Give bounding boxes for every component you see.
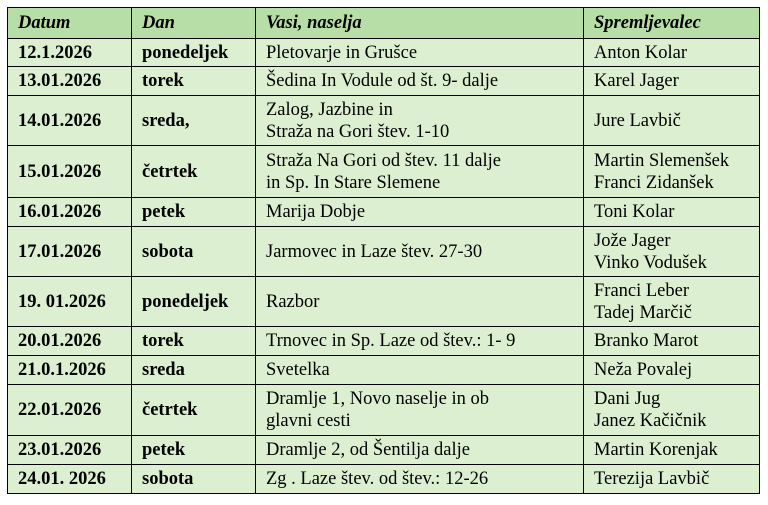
- escort-name: Martin Slemenšek: [594, 150, 730, 171]
- escort-name: Franci Leber: [594, 280, 690, 301]
- cell-day: petek: [132, 436, 256, 465]
- villages-line: Marija Dobje: [266, 202, 366, 222]
- cell-escort: [584, 327, 760, 356]
- cell-day: sobota: [132, 465, 256, 494]
- cell-escort: [584, 198, 760, 227]
- cell-date: 16.01.2026: [8, 198, 132, 227]
- cell-villages: [256, 327, 584, 356]
- villages-line: Pletovarje in Grušce: [266, 42, 418, 63]
- villages-line: in Sp. In Stare Slemene: [266, 172, 441, 193]
- cell-villages: [256, 277, 584, 327]
- villages-line: Trnovec in Sp. Laze od štev.: 1- 9: [266, 331, 516, 351]
- escort-name: Dani Jug: [594, 389, 661, 409]
- table-row: [8, 39, 760, 67]
- cell-date: 19. 01.2026: [8, 277, 132, 327]
- table-row: [8, 465, 760, 494]
- escort-name: Toni Kolar: [594, 202, 675, 222]
- cell-date: 24.01. 2026: [8, 465, 132, 494]
- table-row: [8, 277, 760, 327]
- escort-name: Martin Korenjak: [594, 440, 718, 460]
- escort-name: Janez Kačičnik: [594, 411, 707, 431]
- escort-name: Terezija Lavbič: [594, 469, 710, 489]
- cell-escort: [584, 436, 760, 465]
- escort-name: Anton Kolar: [594, 42, 687, 63]
- table-row: [8, 385, 760, 436]
- villages-line: Zg . Laze štev. od štev.: 12-26: [266, 469, 489, 489]
- escort-name: Tadej Marčič: [594, 302, 692, 323]
- table-row: [8, 96, 760, 146]
- table-row: [8, 327, 760, 356]
- cell-escort: [584, 277, 760, 327]
- escort-name: Branko Marot: [594, 331, 699, 351]
- cell-day: torek: [132, 327, 256, 356]
- cell-villages: [256, 356, 584, 385]
- cell-day: torek: [132, 67, 256, 96]
- escort-name: Karel Jager: [594, 71, 679, 91]
- villages-line: Zalog, Jazbine in: [266, 99, 393, 120]
- cell-day: sobota: [132, 227, 256, 277]
- villages-line: Dramlje 2, od Šentilja dalje: [266, 440, 470, 460]
- cell-day: ponedeljek: [132, 277, 256, 327]
- cell-date: 17.01.2026: [8, 227, 132, 277]
- cell-escort: [584, 96, 760, 146]
- villages-line: glavni cesti: [266, 411, 351, 431]
- cell-escort: [584, 356, 760, 385]
- cell-date: 22.01.2026: [8, 385, 132, 436]
- header-escort: Spremljevalec: [584, 8, 760, 39]
- header-date: Datum: [8, 8, 132, 39]
- cell-day: sreda: [132, 356, 256, 385]
- cell-date: 14.01.2026: [8, 96, 132, 146]
- cell-escort: [584, 39, 760, 67]
- cell-escort: [584, 67, 760, 96]
- escort-name: Jure Lavbič: [594, 110, 681, 131]
- cell-escort: [584, 146, 760, 198]
- villages-line: Straža na Gori štev. 1-10: [266, 121, 450, 142]
- cell-villages: [256, 227, 584, 277]
- table-row: [8, 146, 760, 198]
- cell-date: 12.1.2026: [8, 39, 132, 67]
- villages-line: Jarmovec in Laze štev. 27-30: [266, 241, 483, 262]
- cell-day: petek: [132, 198, 256, 227]
- villages-line: Razbor: [266, 291, 320, 312]
- villages-line: Svetelka: [266, 360, 330, 380]
- table-row: [8, 356, 760, 385]
- villages-line: Straža Na Gori od štev. 11 dalje: [266, 150, 501, 171]
- cell-escort: [584, 227, 760, 277]
- cell-day: četrtek: [132, 385, 256, 436]
- cell-villages: [256, 146, 584, 198]
- escort-name: Neža Povalej: [594, 360, 693, 380]
- cell-date: 23.01.2026: [8, 436, 132, 465]
- cell-villages: [256, 385, 584, 436]
- schedule-rows: [8, 39, 760, 494]
- table-row: [8, 67, 760, 96]
- villages-line: Dramlje 1, Novo naselje in ob: [266, 389, 489, 409]
- cell-date: 15.01.2026: [8, 146, 132, 198]
- cell-villages: [256, 436, 584, 465]
- table-row: [8, 198, 760, 227]
- villages-line: Šedina In Vodule od št. 9- dalje: [266, 71, 499, 91]
- cell-villages: [256, 465, 584, 494]
- cell-villages: [256, 96, 584, 146]
- table-row: [8, 227, 760, 277]
- schedule-table: [7, 7, 760, 494]
- cell-date: 20.01.2026: [8, 327, 132, 356]
- cell-day: ponedeljek: [132, 39, 256, 67]
- table-row: [8, 436, 760, 465]
- header-villages: Vasi, naselja: [256, 8, 584, 39]
- cell-villages: [256, 67, 584, 96]
- cell-escort: [584, 385, 760, 436]
- cell-villages: [256, 39, 584, 67]
- cell-date: 21.0.1.2026: [8, 356, 132, 385]
- cell-day: sreda,: [132, 96, 256, 146]
- header-row: [8, 8, 760, 39]
- cell-villages: [256, 198, 584, 227]
- cell-date: 13.01.2026: [8, 67, 132, 96]
- escort-name: Jože Jager: [594, 230, 671, 251]
- cell-escort: [584, 465, 760, 494]
- escort-name: Franci Zidanšek: [594, 172, 714, 193]
- header-day: Dan: [132, 8, 256, 39]
- cell-day: četrtek: [132, 146, 256, 198]
- escort-name: Vinko Vodušek: [594, 252, 707, 273]
